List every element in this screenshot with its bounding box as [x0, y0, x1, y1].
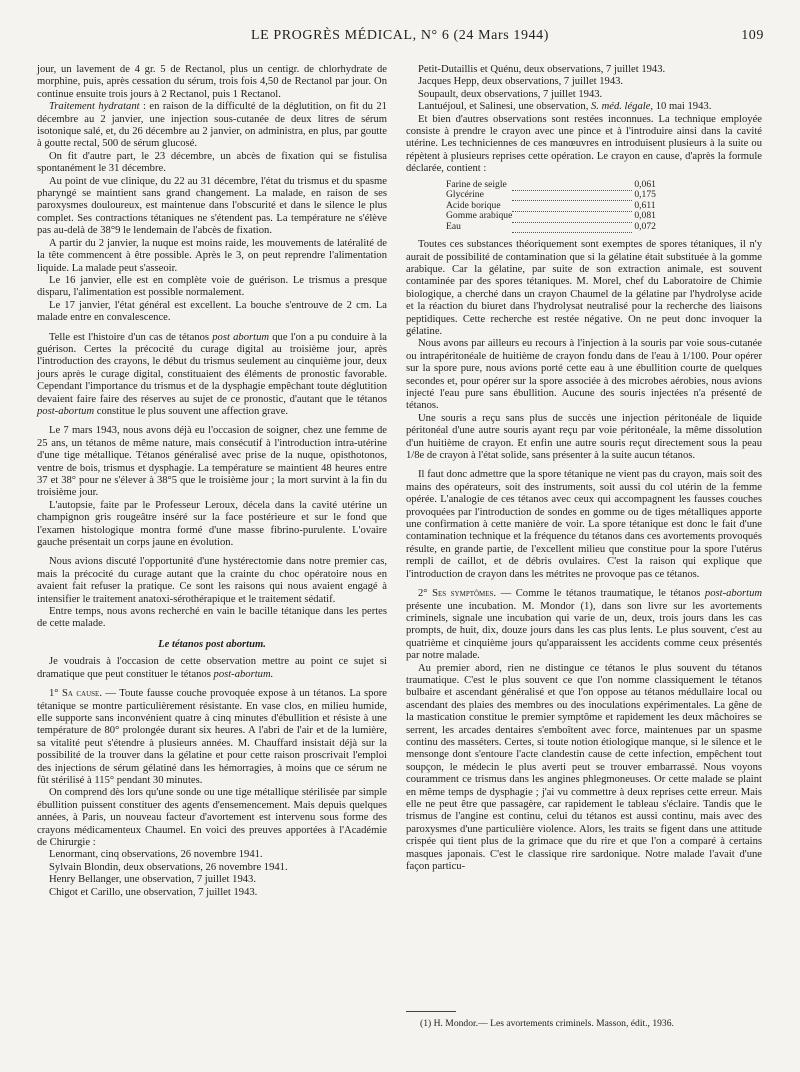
ingredient-value: 0,061	[634, 178, 656, 190]
paragraph	[406, 588, 762, 662]
paragraph: Au point de vue clinique, du 22 au 31 décembre, l'état du trismus et du spasme pharyngé se maintient sans grand changement. La malade, en raison de ses paroxysmes douloureux, est maintenue dans l'obscurité et dans le silence le plus complet. Ses contractions tétaniques ne s'étendent pas. La température ne s'élève pas au-delà de 38°9 le lendemain de l'abcès de fixation.	[37, 175, 387, 237]
observation-entry	[406, 101, 762, 113]
ingredient-name: Gomme arabique	[446, 210, 513, 222]
section-title: Le tétanos post abortum.	[158, 638, 266, 650]
paragraph: Toutes ces substances théoriquement sont exemptes de spores tétaniques, il n'y aurait de possibilité de contamination que si la gélatine était substituée à la gomme arabique. Car la gélatine, par suite de son extraction animale, est souvent contaminée par des spores tétaniques. M. Morel, chef du Laboratoire de Chimie biologique, a cherché dans un crayon Chaumel de la gélatine par l'hydrolyse acide et la réaction du biuret dans l'hydrolysat neutralisé pour la recherche des liaisons peptidiques. Cette recherche est restée négative. On ne peut donc invoquer la gélatine.	[406, 239, 762, 337]
observation-entry: Chigot et Carillo, une observation, 7 juillet 1943.	[49, 886, 258, 898]
paragraph	[37, 332, 387, 419]
table-row	[446, 222, 656, 233]
paragraph: Le 7 mars 1943, nous avons déjà eu l'occasion de soigner, chez une femme de 25 ans, un tétanos de même nature, mais consécutif à l'introduction intra-utérine d'une tige métallique. Tétanos généralisé avec prise de la nuque, opisthotonos, ventre de bois, trismus et dysphagie. La température se maintient 48 heures entre 37 et 38° pour ne s'élever à 38°5 que le troisième jour ; la mort survint à la fin du troisième jour.	[37, 425, 387, 499]
footnote: (1) H. Mondor.— Les avortements criminels. Masson, édit., 1936.	[420, 1018, 674, 1029]
section-number: 2°	[418, 588, 433, 600]
paragraph: Au premier abord, rien ne distingue ce tétanos le plus souvent du tétanos traumatique. C'est le plus souvent ce que l'on nomme classiquement le tétanos bulbaire et ascendant généralisé et que l'on oppose au tétanos médullaire local ou ascendant des plaies des membres ou des inoculations expérimentales. La gêne de la mastication constitue le premier symptôme et rapidement les deux mâchoires se serrent, les arcades dentaires s'emboîtent avec force, maintenues par un spasme continu des masséters. Certes, si toute notion étiologique manque, si le silence et le mensonge dont s'entoure l'acte clandestin cause de cette infection, empêchent tout soupçon, le médecin le plus averti peut se trouver embarrassé. Nous voyons couramment ce trismus dans les angines phlegmoneuses. Or cette malade se plaint en même temps de dysphagie ; j'ai vu commettre à deux reprises cette erreur. Mais elle ne peut être que passagère, car rapidement le tableau s'éclaire. Tandis que le trismus de l'angine est continu, celui du tétanos est aussi continu, mais avec des paroxysmes d'une particulière violence. Alors, les traits se figent dans une attitude crispée qui tient plus de la grimace que du rire et que l'on a comparé à certains masques japonais. C'est le classique rire sardonique. Notre malade l'avait d'une façon particu-	[406, 662, 762, 873]
leader-dots	[512, 190, 632, 201]
ingredient-value: 0,081	[634, 210, 656, 222]
observation-entry: Lenormant, cinq observations, 26 novembre 1941.	[49, 849, 263, 861]
subsection-heading: Sa cause.	[61, 688, 102, 700]
journal-title: LE PROGRÈS MÉDICAL, N° 6 (24 Mars 1944)	[250, 28, 550, 43]
paragraph: L'autopsie, faite par le Professeur Leroux, décela dans la cavité utérine un champignon gris rougeâtre inséré sur la face postérieure et sur le fond que l'examen histologique montra formé d'une masse fibrino-purulente. L'ovaire gauche présentait un corps jaune en évolution.	[37, 499, 387, 549]
ingredient-value: 0,611	[634, 199, 656, 211]
running-header	[36, 28, 764, 46]
paragraph: Nous avons par ailleurs eu recours à l'injection à la souris par voie sous-cutanée ou intrapéritonéale de huitième de crayon fondu dans de l'eau à 1/100. Pour opérer sur la spore pure, nous avions porté cette eau à une ébullition courte de quelques secondes et, pour opérer sur la spore associée à des microbes aérobies, nous avions injecté l'eau pure sans ébullition. Aucune des souris injectées n'a présenté de tétanos.	[406, 338, 762, 412]
right-column	[406, 64, 762, 873]
paragraph	[37, 656, 387, 681]
paragraph: Entre temps, nous avons recherché en vain le bacille tétanique dans les pertes de cette malade.	[37, 606, 387, 630]
ingredient-name: Acide borique	[446, 199, 501, 211]
emphasis: post-abortum.	[213, 668, 274, 680]
leader-dots	[512, 180, 632, 191]
paragraph: jour, un lavement de 4 gr. 5 de Rectanol, plus un centigr. de chlorhydrate de morphine, puis, après cessation du sérum, trois fois 4,50 de Rectanol par jour. On continue ensuite trois jours à 2 Rectanol, puis 1 Rectanol.	[37, 64, 387, 100]
observation-entry: Jacques Hepp, deux observations, 7 juillet 1943.	[418, 76, 624, 88]
leader-dots	[512, 211, 632, 222]
paragraph-text: : en raison de la difficulté de la déglutition, on fit du 21 décembre au 2 janvier, une injection sous-cutanée de deux litres de sérum isotonique salé, et, du 26 décembre au 2 janvier, on administra, en plus, par goutte à goutte rectal, 500 de sérum glucosé.	[37, 101, 387, 150]
paragraph	[37, 688, 387, 787]
paragraph: Et bien d'autres observations sont restées inconnues. La technique employée consiste à prendre le crayon avec une pince et à l'introduire ainsi dans la cavité utérine. Les techniciennes de ces manœuvres en introduisent plusieurs à la suite ou répètent à plusieurs reprises cette opération. Le crayon en cause, d'après la formule déclarée, contient :	[406, 113, 762, 175]
ingredient-name: Eau	[446, 221, 461, 233]
emphasis: post-abortum	[37, 405, 95, 417]
page-number: 109	[741, 28, 764, 43]
left-column	[37, 64, 387, 899]
paragraph-text: constitue le plus souvent une affection grave.	[94, 405, 289, 417]
emphasis: Traitement hydratant	[49, 101, 140, 113]
paragraph: Le 17 janvier, l'état général est excellent. La bouche s'entrouve de 2 cm. La malade entre en convalescence.	[37, 299, 387, 324]
paragraph: On fit d'autre part, le 23 décembre, un abcès de fixation qui se fistulisa spontanément le 31 décembre.	[37, 150, 387, 175]
section-number: 1°	[49, 688, 62, 700]
ingredient-value: 0,175	[634, 189, 656, 201]
paragraph: Il faut donc admettre que la spore tétanique ne vient pas du crayon, mais soit des mains des opérateurs, soit des instruments, soit aussi du col utérin de la femme opérée. L'analogie de ces tétanos avec ceux qui accompagnent les fausses couches provoquées par l'introduction de sondes en gomme ou de tiges métalliques apporte une confirmation à cette manière de voir. La spore tétanique est donc le fait d'une contamination technique et la fréquence du tétanos dans ces avortements provoqués résulte, en grande partie, de l'excellent milieu que constitue pour la spore l'utérus rempli de caillot, et de débris ovulaires. C'est la raison qui explique que l'introduction de crayon dans les métrites ne provoque pas ce tétanos.	[406, 469, 762, 580]
paragraph-text: Je voudrais à l'occasion de cette observation mettre au point ce sujet si dramatique que peut constituer le tétanos	[37, 656, 387, 680]
paragraph: Le 16 janvier, elle est en complète voie de guérison. Le trismus a presque disparu, l'alimentation est possible normalement.	[37, 274, 387, 299]
paragraph	[37, 101, 387, 151]
paragraph: On comprend dès lors qu'une sonde ou une tige métallique stérilisée par simple ébullition puissent constituer des agents d'ensemencement. Mais depuis quelques années, à Paris, un nouveau facteur d'avortement est intervenu sous forme des crayons médicamenteux Chaumel. En voici des preuves apportées à l'Académie de Chirurgie :	[37, 787, 387, 848]
observation-entry: Sylvain Blondin, deux observations, 26 novembre 1941.	[49, 861, 288, 873]
paragraph-text: que l'on a pu conduire à la guérison. Certes la précocité du curage digital au troisième jour, après l'introduction des crayons, le début du trismus seulement au cinquième jour, deux jours après le curage digital, constituaient des éléments de pronostic favorable. Cependant l'importance du trismus et de la dysphagie empêchant toute déglutition devaient faire faire des réserves au sujet de ce pronostic, d'autant que le tétanos	[37, 331, 387, 405]
observation-entry: Petit-Dutaillis et Quénu, deux observations, 7 juillet 1943.	[418, 64, 666, 75]
paragraph-text: présente une incubation. M. Mondor (1), dans son livre sur les avortements criminels, signale une incubation qui varie de un, deux, trois jours dans les cas prompts, de huit, dix, douze jours dans les cas plus lents. Le plus souvent, c'est au quatrième et cinquième jours qu'apparaissent les accidents comme ceux présentés par notre malade.	[406, 600, 762, 662]
subsection-heading: Ses symptômes.	[432, 588, 497, 600]
paragraph: A partir du 2 janvier, la nuque est moins raide, les mouvements de latéralité de la tête commencent à être possible. Après le 3, on peut reprendre l'alimentation liquide. La malade peut s'asseoir.	[37, 237, 387, 274]
paragraph-text: — Comme le tétanos traumatique, le tétanos	[496, 588, 705, 600]
paragraph-text: Telle est l'histoire d'un cas de tétanos	[49, 331, 213, 343]
table-row	[446, 211, 656, 222]
paragraph-text: 10 mai 1943.	[653, 101, 712, 113]
emphasis: S. méd. légale,	[591, 101, 654, 113]
paragraph-text: — Toute fausse couche provoquée expose à un tétanos. La spore tétanique se montre particulièrement résistante. En vase clos, en milieu humide, elle supporte sans inconvénient quatre à cinq minutes d'ébullition et résiste à une température de 80° prolongée durant six heures. A l'abri de l'air et de la lumière, sa vitalité peut s'étendre à plusieurs années. M. Chauffard insistait déjà sur la possibilité de la trouver dans la gélatine et pour cette raison proscrivait l'emploi des injections de sérum gélatiné dans les hémorragies, à moins que ce sérum ne fût stérilisé à 115° pendant 30 minutes.	[37, 688, 387, 786]
emphasis: post-abortum	[704, 588, 763, 600]
paragraph: Une souris a reçu sans plus de succès une injection péritonéale de liquide péritonéal d'une autre souris ayant reçu par voie péritonéale, la même dissolution d'un huitième de crayon. Et enfin une autre souris reçut directement sous la peau 1/8e de crayon à l'état solide, sans présenter à la suite aucun tétanos.	[406, 412, 762, 462]
observation-entry: Soupault, deux observations, 7 juillet 1943.	[418, 88, 603, 100]
observation-entry: Henry Bellanger, une observation, 7 juillet 1943.	[49, 874, 256, 886]
paragraph-text: Lantuéjoul, et Salinesi, une observation,	[418, 101, 591, 113]
ingredient-name: Glycérine	[446, 189, 484, 201]
leader-dots	[512, 222, 632, 233]
footnote-rule	[406, 1011, 456, 1012]
paragraph: Nous avions discuté l'opportunité d'une hystérectomie dans notre premier cas, mais la précocité du curage autant que la crainte du choc opératoire nous en avaient fait refuser la pratique. Ce sont les raisons qui nous avaient engagé à intensifier le traitement anatoxi-sérothérapique et le traitement sédatif.	[37, 556, 387, 605]
leader-dots	[512, 201, 632, 212]
emphasis: post abortum	[212, 331, 270, 343]
composition-table	[446, 180, 656, 233]
ingredient-name: Farine de seigle	[446, 178, 507, 190]
ingredient-value: 0,072	[634, 221, 656, 233]
